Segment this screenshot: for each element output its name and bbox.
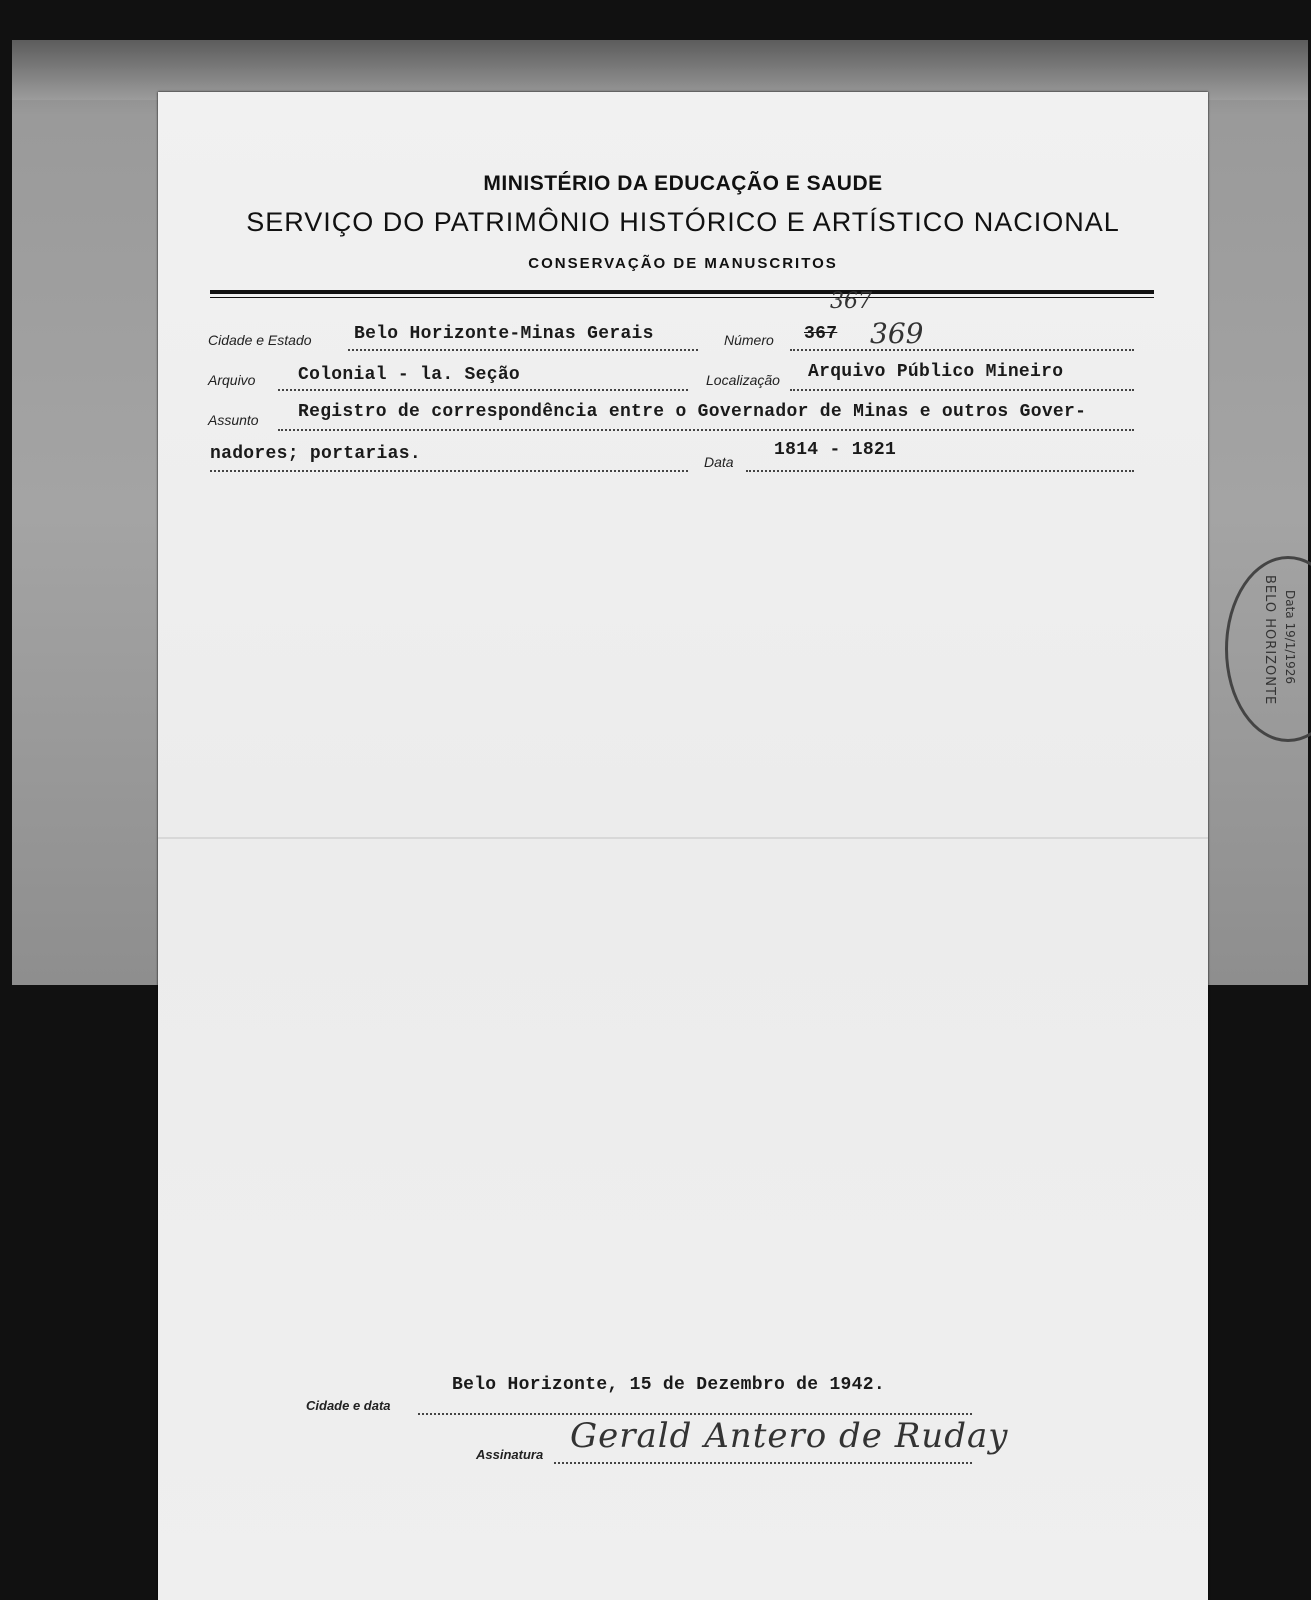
localizacao-value: Arquivo Público Mineiro — [808, 362, 1064, 382]
cidade-data-label: Cidade e data — [306, 1398, 391, 1413]
stamp-date: Data 19/1/1926 — [1283, 590, 1297, 684]
header-rule — [210, 290, 1154, 294]
torn-edge — [12, 40, 1308, 100]
assinatura-label: Assinatura — [476, 1447, 544, 1462]
arquivo-line — [278, 389, 688, 391]
cidade-value: Belo Horizonte-Minas Gerais — [354, 324, 654, 344]
fold-line — [158, 837, 1208, 839]
assunto-label: Assunto — [208, 412, 259, 428]
assinatura-line — [554, 1462, 972, 1464]
numero-value: 367 — [804, 324, 838, 344]
assunto-line — [278, 429, 1134, 431]
numero-label: Número — [724, 332, 774, 348]
assunto-line2: nadores; portarias. — [210, 444, 421, 464]
cidade-data-line — [418, 1413, 972, 1415]
document-sheet — [158, 92, 1208, 1600]
numero-handwritten-above: 367 — [830, 289, 872, 314]
signature: Gerald Antero de Ruday — [570, 1416, 1009, 1456]
numero-line — [790, 349, 1134, 351]
assunto-line1: Registro de correspondência entre o Governador de Minas e outros Gover- — [298, 402, 1087, 422]
arquivo-label: Arquivo — [208, 372, 256, 388]
stamp-text: BELO HORIZONTE — [1262, 575, 1277, 706]
service-title: SERVIÇO DO PATRIMÔNIO HISTÓRICO E ARTÍSTICO NACIONAL — [246, 207, 1120, 237]
ministry-title: MINISTÉRIO DA EDUCAÇÃO E SAUDE — [483, 172, 883, 195]
arquivo-value: Colonial - la. Seção — [298, 365, 521, 385]
data-label: Data — [704, 454, 734, 470]
cidade-line — [348, 349, 698, 351]
localizacao-line — [790, 389, 1134, 391]
cidade-label: Cidade e Estado — [208, 332, 312, 348]
assunto-line2-dots — [210, 470, 688, 472]
localizacao-label: Localização — [706, 372, 780, 388]
numero-handwritten: 369 — [870, 317, 924, 350]
cidade-data-value: Belo Horizonte, 15 de Dezembro de 1942. — [452, 1375, 885, 1395]
section-title: CONSERVAÇÃO DE MANUSCRITOS — [528, 255, 838, 272]
data-line — [746, 470, 1134, 472]
header-rule-thin — [210, 297, 1154, 298]
data-value: 1814 - 1821 — [774, 440, 897, 460]
